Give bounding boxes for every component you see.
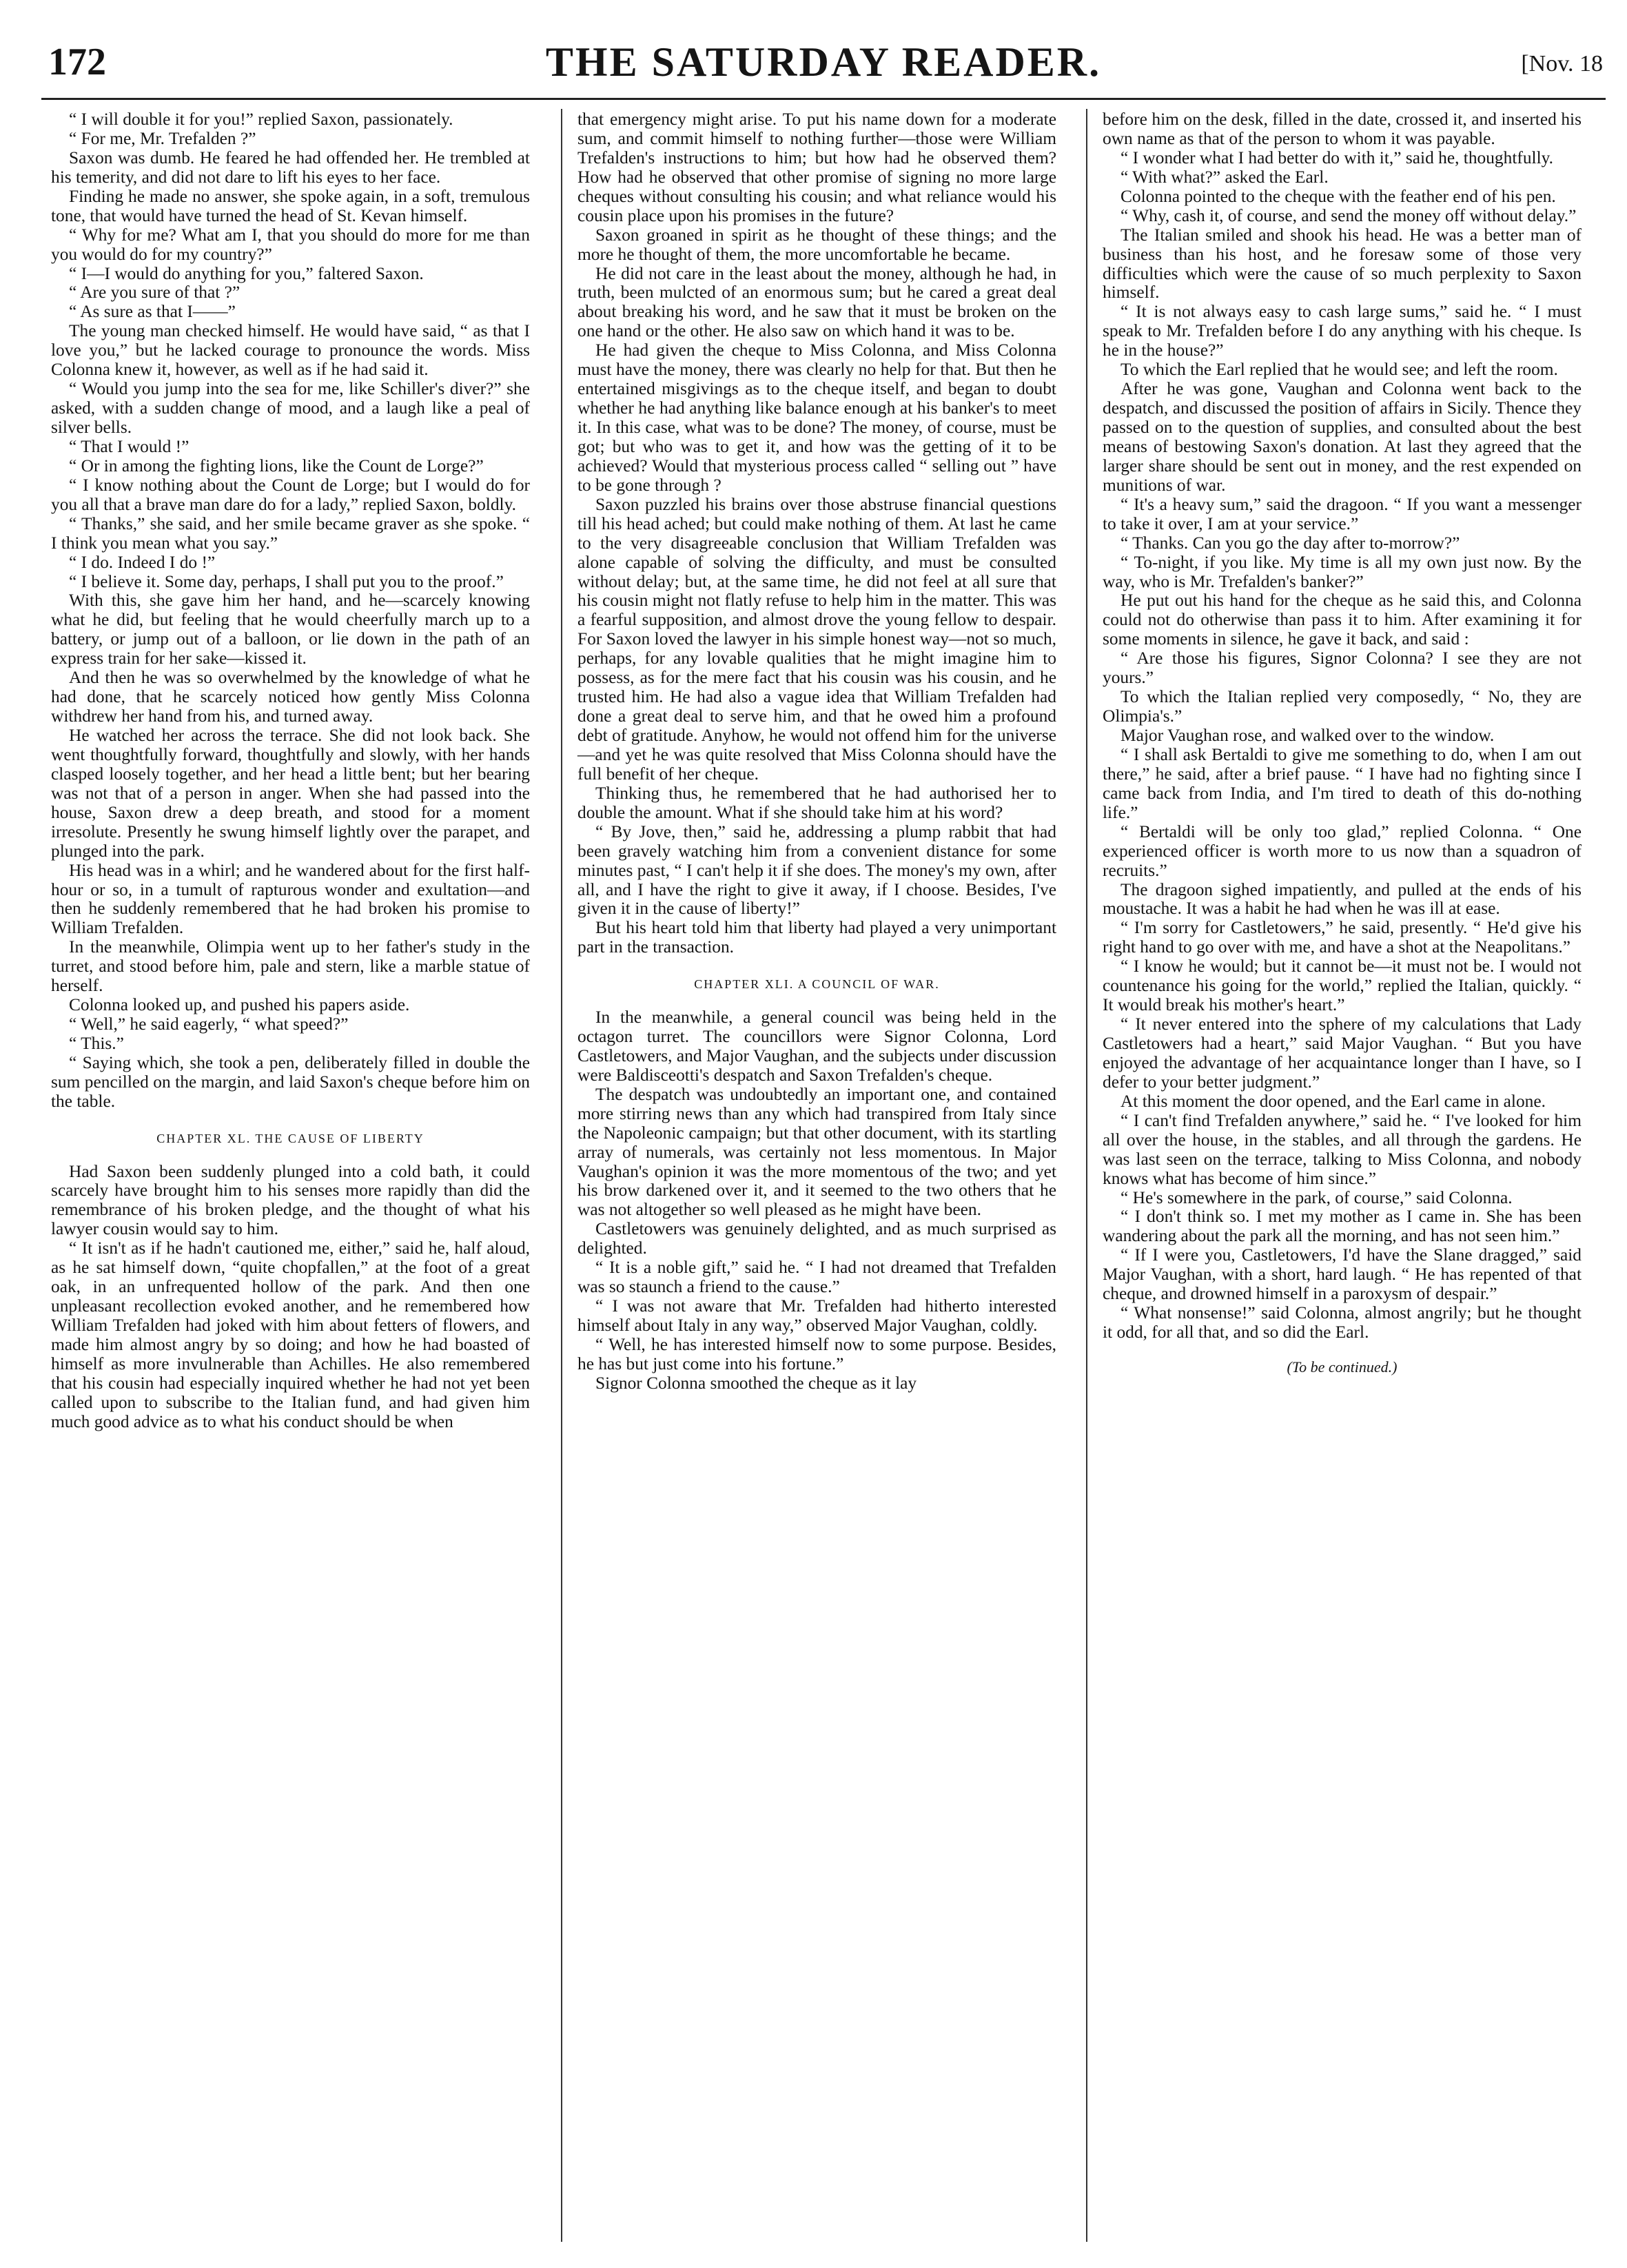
paragraph: He put out his hand for the cheque as he said this, and Colonna could not do otherwise than pass it to him. After examining it for some moments in silence, he gave it back, and said : — [1103, 591, 1582, 649]
paragraph: “ It isn't as if he hadn't cautioned me, either,” said he, half aloud, as he sat himself down, “quite chopfallen,” at the foot of a great oak, in an unfrequented hollow of the park. And then one unpleasant recollection evoked another, and he remembered how William Trefalden had joked with him about fetters of flowers, and made him almost angry by so doing; and how he had boasted of himself as more invulnerable than Achilles. He also remembered that his cousin had especially inquired whether he had not yet been called upon to subscribe to the Italian fund, and had given him much good advice as to what his conduct should be when — [51, 1238, 530, 1431]
paragraph: “ I know he would; but it cannot be—it must not be. I would not countenance his going for the world,” replied the Italian, quickly. “ It would break his mother's heart.” — [1103, 957, 1582, 1015]
paragraph: And then he was so overwhelmed by the knowledge of what he had done, that he scarcely noticed how gently Miss Colonna withdrew her hand from his, and turned away. — [51, 668, 530, 726]
paragraph: “ As sure as that I——” — [69, 302, 236, 322]
paragraph: Colonna pointed to the cheque with the feather end of his pen. — [1121, 186, 1556, 206]
paragraph: Major Vaughan rose, and walked over to the window. — [1121, 726, 1495, 745]
paragraph: “ What nonsense!” said Colonna, almost angrily; but he thought it odd, for all that, and so did the Earl. — [1103, 1303, 1582, 1342]
paragraph: He had given the cheque to Miss Colonna, and Miss Colonna must have the money, there was clearly no help for that. But then he entertained misgivings as to the cheque itself, and began to doubt whether he had anything like balance enough at his banker's to meet it. In this case, what was to be done? The money, of course, must be got; but who was to get it, and how was the getting of it to be achieved? Would that mysterious process called “ selling out ” have to be gone through ? — [577, 340, 1056, 495]
paragraph: “ Why for me? What am I, that you should do more for me than you would do for my country?” — [51, 225, 530, 264]
paragraph: In the meanwhile, Olimpia went up to her father's study in the turret, and stood before him, pale and stern, like a marble statue of herself. — [51, 937, 530, 996]
paragraph: After he was gone, Vaughan and Colonna went back to the despatch, and discussed the position of affairs in Sicily. Thence they passed on to the question of supplies, and consulted about the best means of bestowing Saxon's donation. At last they agreed that the larger share should be sent out in money, and the rest expended on munitions of war. — [1103, 379, 1582, 495]
paragraph: “ Bertaldi will be only too glad,” replied Colonna. “ One experienced officer is worth more to us now than a squadron of recruits.” — [1103, 821, 1582, 880]
paragraph: before him on the desk, filled in the date, crossed it, and inserted his own name as that of the person to whom it was payable. — [1103, 110, 1582, 148]
paragraph: that emergency might arise. To put his name down for a moderate sum, and commit himself to nothing further—those were William Trefalden's instructions to him; but how had he observed them? How had he observed that other promise of signing no more large cheques without consulting his cousin; and what reliance would his cousin place upon his promises in the future? — [577, 110, 1056, 225]
newspaper-page — [41, 21, 1606, 2247]
paragraph: “ Why, cash it, of course, and send the money off without delay.” — [1121, 205, 1577, 225]
column-divider-2 — [1086, 109, 1087, 2242]
paragraph: Saxon groaned in spirit as he thought of these things; and the more he thought of them, the more uncomfortable he became. — [577, 225, 1056, 264]
paragraph: Had Saxon been suddenly plunged into a cold bath, it could scarcely have brought him to his senses more rapidly than did the remembrance of his broken pledge, and the thought of what his lawyer cousin would say to him. — [51, 1161, 530, 1239]
paragraph: At this moment the door opened, and the Earl came in alone. — [1121, 1091, 1546, 1111]
paragraph: “ Are those his figures, Signor Colonna? I see they are not yours.” — [1103, 648, 1582, 688]
paragraph: “ It's a heavy sum,” said the dragoon. “ If you want a messenger to take it over, I am at your service.” — [1103, 494, 1582, 533]
masthead-title: THE SATURDAY READER. — [545, 39, 1102, 85]
paragraph: To which the Italian replied very composedly, “ No, they are Olimpia's.” — [1103, 687, 1582, 726]
paragraph: “ I know nothing about the Count de Lorge; but I would do for you all that a brave man dare do for a lady,” replied Saxon, boldly. — [51, 475, 530, 514]
paragraph: To which the Earl replied that he would see; and left the room. — [1121, 360, 1558, 380]
paragraph: “ He's somewhere in the park, of course,” said Colonna. — [1121, 1187, 1513, 1207]
paragraph: The dragoon sighed impatiently, and pulled at the ends of his moustache. It was a habit he had when he was ill at ease. — [1103, 879, 1582, 919]
paragraph: “ I do. Indeed I do !” — [69, 552, 216, 572]
paragraph: “ Well,” he said eagerly, “ what speed?” — [69, 1014, 349, 1034]
paragraph: “ It is a noble gift,” said he. “ I had not dreamed that Trefalden was so staunch a friend to the cause.” — [577, 1258, 1056, 1297]
paragraph: “ Thanks. Can you go the day after to-morrow?” — [1121, 533, 1460, 553]
paragraph: The Italian smiled and shook his head. He was a better man of business than his host, and he foresaw some of those very difficulties which were the cause of so much perplexity to Saxon himself. — [1103, 225, 1582, 303]
paragraph: Colonna looked up, and pushed his papers aside. — [69, 995, 410, 1015]
paragraph: His head was in a whirl; and he wandered about for the first half-hour or so, in a tumult of rapturous wonder and exultation—and then he suddenly remembered that he had broken his promise to William Trefalden. — [51, 860, 530, 938]
paragraph: Saxon puzzled his brains over those abstruse financial questions till his head ached; but could make nothing of them. At last he came to the very disagreeable conclusion that William Trefalden was alone capable of solving the difficulty, and must be consulted without delay; but, at the same time, he did not feel at all sure that his cousin might not flatly refuse to help him in the matter. This was a fearful supposition, and almost drove the young fellow to despair. For Saxon loved the lawyer in his simple honest way—not so much, perhaps, for any lovable qualities that he might imagine him to possess, as for the mere fact that his cousin was his cousin, and he trusted him. He had also a vague idea that William Trefalden had done a great deal to serve him, and that he owed him a profound debt of gratitude. Anyhow, he would not offend him for the universe—and yet he was quite resolved that Miss Colonna should have the full benefit of her cheque. — [577, 494, 1056, 784]
column-2 — [577, 110, 1056, 1393]
paragraph: But his heart told him that liberty had played a very unimportant part in the transaction. — [577, 918, 1056, 957]
paragraph: “ It never entered into the sphere of my calculations that Lady Castletowers had a heart,” said Major Vaughan. “ But you have enjoyed the advantage of her acquaintance longer than I have, so I defer to your better judgment.” — [1103, 1014, 1582, 1092]
paragraph: “ I can't find Trefalden anywhere,” said he. “ I've looked for him all over the house, in the stables, and all through the gardens. He was last seen on the terrace, talking to Miss Colonna, and nobody knows what has become of him since.” — [1103, 1110, 1582, 1188]
paragraph: “ I'm sorry for Castletowers,” he said, presently. “ He'd give his right hand to go over with me, and have a shot at the Neapolitans.” — [1103, 918, 1582, 957]
column-1 — [51, 110, 530, 1432]
paragraph: “ If I were you, Castletowers, I'd have the Slane dragged,” said Major Vaughan, with a short, hard laugh. “ He has repented of that cheque, and drowned himself in a paroxysm of despair.” — [1103, 1245, 1582, 1304]
paragraph: Saxon was dumb. He feared he had offended her. He trembled at his temerity, and did not dare to lift his eyes to her face. — [51, 147, 530, 187]
paragraph: With this, she gave him her hand, and he—scarcely knowing what he did, but feeling that he would cheerfully march up to a battery, or jump out of a balloon, or lie down in the path of an express train for her sake—kissed it. — [51, 591, 530, 668]
issue-date: [Nov. 18 — [1521, 51, 1603, 76]
paragraph: “ I shall ask Bertaldi to give me something to do, when I am out there,” he said, after a brief pause. “ I have had no fighting since I came back from India, and I'm tired to death of this do-nothing life.” — [1103, 744, 1582, 822]
header-rule — [41, 98, 1606, 100]
paragraph: “ I don't think so. I met my mother as I came in. She has been wandering about the park all the morning, and has not seen him.” — [1103, 1207, 1582, 1246]
paragraph: “ That I would !” — [69, 436, 190, 456]
paragraph: Castletowers was genuinely delighted, and as much surprised as delighted. — [577, 1219, 1056, 1258]
paragraph: Signor Colonna smoothed the cheque as it lay — [595, 1373, 917, 1393]
page-header — [41, 21, 1606, 90]
paragraph: “ It is not always easy to cash large sums,” said he. “ I must speak to Mr. Trefalden before I do any anything with his cheque. Is he in the house?” — [1103, 302, 1582, 360]
paragraph: “ Or in among the fighting lions, like the Count de Lorge?” — [69, 456, 484, 476]
paragraph: “ Saying which, she took a pen, deliberately filled in double the sum pencilled on the margin, and laid Saxon's cheque before him on the table. — [51, 1052, 530, 1111]
paragraph: He watched her across the terrace. She did not look back. She went thoughtfully forward, thoughtfully and slowly, with her hands clasped loosely together, and her head a little bent; but her bearing was not that of a person in anger. When she had passed into the house, Saxon drew a deep breath, and stood for a moment irresolute. Presently he swung himself lightly over the parapet, and plunged into the park. — [51, 726, 530, 861]
column-3 — [1103, 110, 1582, 1376]
paragraph: “ Well, he has interested himself now to some purpose. Besides, he has but just come into his fortune.” — [577, 1334, 1056, 1373]
paragraph: Thinking thus, he remembered that he had authorised her to double the amount. What if she should take him at his word? — [577, 783, 1056, 822]
paragraph: “ To-night, if you like. My time is all my own just now. By the way, who is Mr. Trefalden's banker?” — [1103, 552, 1582, 591]
to-be-continued-note: (To be continued.) — [1287, 1358, 1398, 1376]
paragraph: “ I—I would do anything for you,” faltered Saxon. — [69, 263, 424, 283]
paragraph: He did not care in the least about the money, although he had, in truth, been mulcted of an enormous sum; but he cared a great deal about breaking his word, and he saw that it must be broken on the one hand or the other. He also saw on which hand it was to be. — [577, 263, 1056, 341]
paragraph: “ Would you jump into the sea for me, like Schiller's diver?” she asked, with a sudden change of mood, and a laugh like a peal of silver bells. — [51, 379, 530, 437]
paragraph: Finding he made no answer, she spoke again, in a soft, tremulous tone, that would have turned the head of St. Kevan himself. — [51, 186, 530, 225]
paragraph: “ I will double it for you!” replied Saxon, passionately. — [69, 110, 453, 129]
column-divider-1 — [561, 109, 562, 2242]
paragraph: The young man checked himself. He would have said, “ as that I love you,” but he lacked courage to pronounce the words. Miss Colonna knew it, however, as well as if he had said it. — [51, 321, 530, 380]
paragraph: “ This.” — [69, 1034, 124, 1053]
paragraph: “ I wonder what I had better do with it,” said he, thoughtfully. — [1121, 147, 1554, 167]
chapter-heading: CHAPTER XL. THE CAUSE OF LIBERTY — [156, 1131, 424, 1145]
paragraph: “ For me, Mr. Trefalden ?” — [69, 128, 256, 148]
paragraph: “ Thanks,” she said, and her smile became graver as she spoke. “ I think you mean what you say.” — [51, 513, 530, 553]
chapter-heading: CHAPTER XLI. A COUNCIL OF WAR. — [694, 977, 940, 992]
paragraph: “ By Jove, then,” said he, addressing a plump rabbit that had been gravely watching him from a convenient distance for some minutes past, “ I can't help it if she does. The money's my own, after all, and I have the right to give it away, if I choose. Besides, I've given it in the cause of liberty!” — [577, 821, 1056, 919]
paragraph: “ I was not aware that Mr. Trefalden had hitherto interested himself about Italy in any way,” observed Major Vaughan, coldly. — [577, 1296, 1056, 1336]
paragraph: In the meanwhile, a general council was being held in the octagon turret. The councillors were Signor Colonna, Lord Castletowers, and Major Vaughan, and the subjects under discussion were Baldisceotti's despatch and Saxon Trefalden's cheque. — [577, 1008, 1056, 1085]
paragraph: “ With what?” asked the Earl. — [1121, 167, 1329, 187]
paragraph: The despatch was undoubtedly an important one, and contained more stirring news than any which had transpired from Italy since the Napoleonic campaign; but that other document, with its startling array of numerals, was certainly not less momentous. In Major Vaughan's opinion it was the more momentous of the two; and yet his brow darkened over it, and it seemed to the two others that he was not altogether so well pleased as he might have been. — [577, 1084, 1056, 1220]
paragraph: “ Are you sure of that ?” — [69, 283, 241, 303]
page-number: 172 — [48, 41, 106, 83]
paragraph: “ I believe it. Some day, perhaps, I shall put you to the proof.” — [69, 571, 504, 591]
